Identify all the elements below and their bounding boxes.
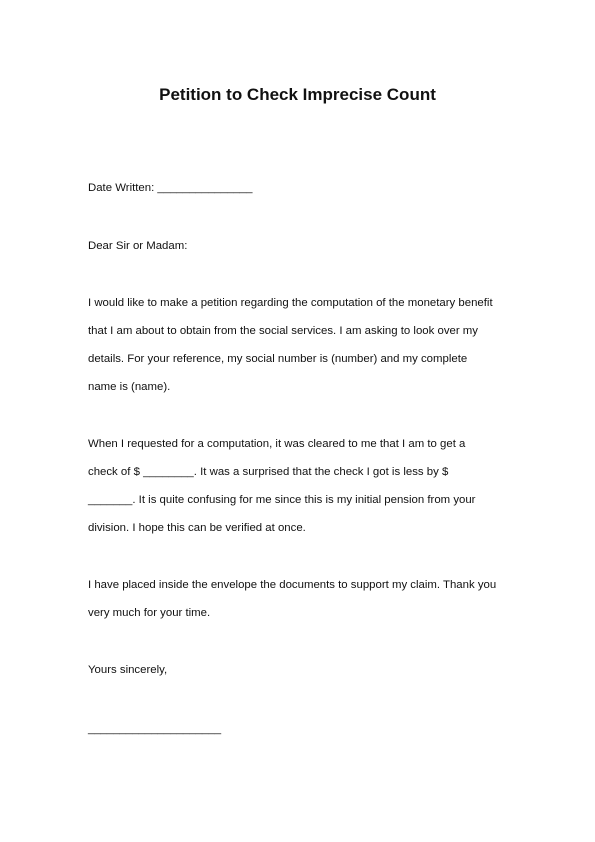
paragraph-1-line-1: I would like to make a petition regarding the computation of the monetary benefit bbox=[88, 297, 493, 309]
paragraph-3-line-1: I have placed inside the envelope the documents to support my claim. Thank you bbox=[88, 579, 497, 591]
paragraph-1-line-2: that I am about to obtain from the social services. I am asking to look over my bbox=[88, 325, 478, 337]
letter-title: Petition to Check Imprecise Count bbox=[159, 85, 436, 104]
closing: Yours sincerely, bbox=[88, 664, 168, 676]
paragraph-2-line-1: When I requested for a computation, it was cleared to me that I am to get a bbox=[88, 438, 466, 450]
paragraph-1-line-4: name is (name). bbox=[88, 381, 171, 393]
paragraph-2-line-4: division. I hope this can be verified at once. bbox=[88, 522, 306, 534]
signature-line: _____________________ bbox=[88, 723, 222, 735]
paragraph-3-line-2: very much for your time. bbox=[88, 607, 211, 619]
paragraph-1-line-3: details. For your reference, my social number is (number) and my complete bbox=[88, 353, 468, 365]
paragraph-2-line-2: check of $ ________. It was a surprised that the check I got is less by $ bbox=[88, 466, 449, 478]
paragraph-2-line-3: _______. It is quite confusing for me since this is my initial pension from your bbox=[88, 494, 476, 506]
salutation: Dear Sir or Madam: bbox=[88, 240, 188, 252]
date-written-line: Date Written: _______________ bbox=[88, 182, 253, 194]
